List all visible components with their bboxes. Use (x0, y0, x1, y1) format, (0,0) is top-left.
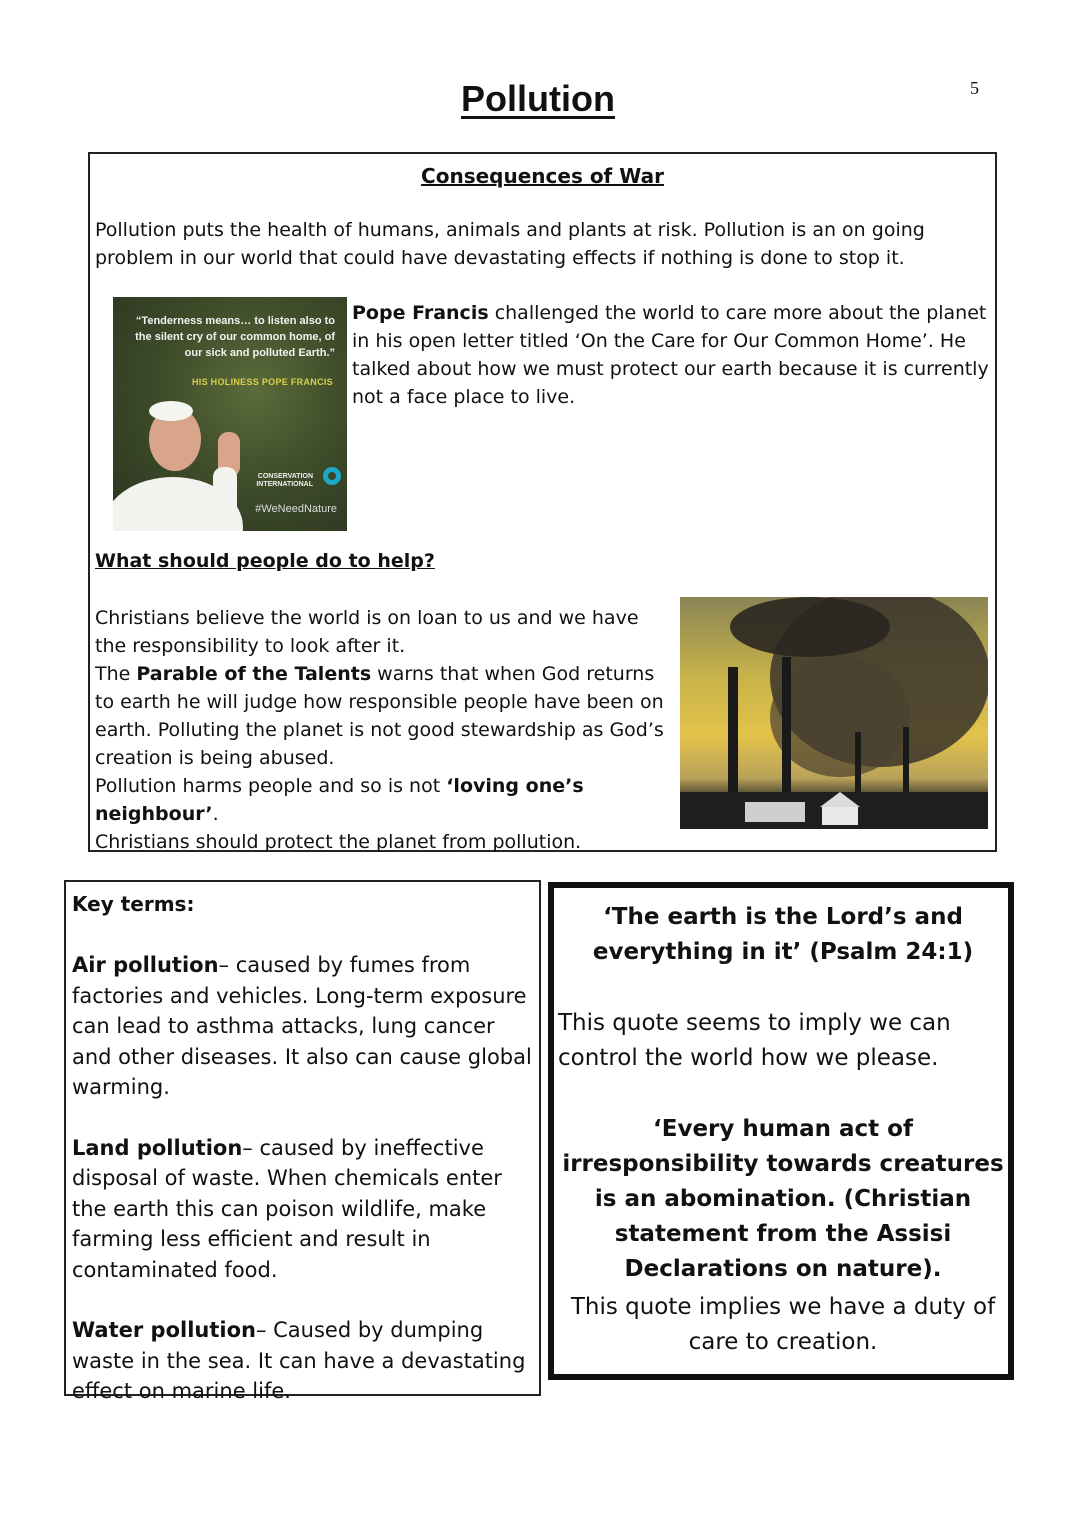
key-term-item (72, 950, 540, 1103)
key-terms-title: Key terms: (72, 892, 195, 916)
image-attribution: HIS HOLINESS POPE FRANCIS (191, 377, 333, 387)
help-line-3: Pollution harms people and so is not ‘loving one’s neighbour’. (95, 775, 584, 825)
factory-smoke-icon (680, 597, 988, 829)
key-term: Land pollution (72, 1135, 243, 1160)
image-quote: “Tenderness means… to listen also to the silent cry of our common home, of our sick and polluted Earth.” (135, 315, 335, 359)
factory-pollution-image (680, 597, 988, 829)
help-heading: What should people do to help? (95, 550, 435, 572)
quotes-box (548, 882, 1014, 1380)
pope-text: challenged the world to care more about the planet in his open letter titled ‘On the Care for Our Common Home’. He talked about how we must protect our earth because it is currently not a face place to live. (352, 302, 989, 408)
key-terms-box (64, 880, 541, 1403)
key-term-item (72, 1315, 540, 1407)
help-line-4: Christians should protect the planet from pollution. (95, 831, 582, 853)
help-paragraph (95, 604, 675, 856)
key-term-definition: – Caused by dumping waste in the sea. It can have a devastating effect on marine life. (72, 1318, 526, 1403)
consequences-box (88, 152, 997, 852)
psalm-quote: ‘The earth is the Lord’s and everything in it’ (Psalm 24:1) (592, 904, 974, 965)
key-term-definition: – caused by fumes from factories and vehicles. Long-term exposure can lead to asthma attacks, lung cancer and other diseases. It also can cause global warming. (72, 953, 532, 1099)
assisi-quote: ‘Every human act of irresponsibility towards creatures is an abomination. (Christian statement from the Assisi Declarations on nature). (562, 1116, 1004, 1282)
pope-francis-paragraph (352, 299, 992, 411)
parable-term: Parable of the Talents (136, 663, 372, 685)
intro-paragraph: Pollution puts the health of humans, animals and plants at risk. Pollution is an on going problem in our world that could have devastating effects if nothing is done to stop it. (95, 219, 925, 269)
key-term-definition: – caused by ineffective disposal of waste. When chemicals enter the earth this can poison wildlife, make farming less efficient and result in contaminated food. (72, 1135, 502, 1282)
neighbour-term: ‘loving one’s neighbour’ (95, 775, 584, 825)
page-title: Pollution (461, 78, 615, 119)
page-number: 5 (970, 78, 979, 98)
pope-figure-icon (113, 377, 263, 531)
conservation-logo-icon (323, 467, 341, 485)
help-line-1: Christians believe the world is on loan to us and we have the responsibility to look after it. (95, 607, 639, 657)
pope-francis-image (113, 297, 347, 531)
help-line-2: The Parable of the Talents warns that when God returns to earth he will judge how responsible people have been on earth. Polluting the planet is not good stewardship as God’s creation is being abused. (95, 663, 664, 769)
key-terms-list (72, 950, 540, 1437)
key-term: Air pollution (72, 953, 219, 977)
image-hashtag: #WeNeedNature (255, 503, 337, 515)
key-term: Water pollution (72, 1318, 256, 1342)
assisi-comment: This quote implies we have a duty of care to creation. (570, 1294, 996, 1355)
pope-name: Pope Francis (352, 302, 489, 324)
image-org: CONSERVATION INTERNATIONAL (256, 473, 313, 488)
psalm-comment: This quote seems to imply we can control the world how we please. (558, 1010, 951, 1071)
section-heading: Consequences of War (421, 164, 664, 188)
key-term-item (72, 1133, 540, 1286)
